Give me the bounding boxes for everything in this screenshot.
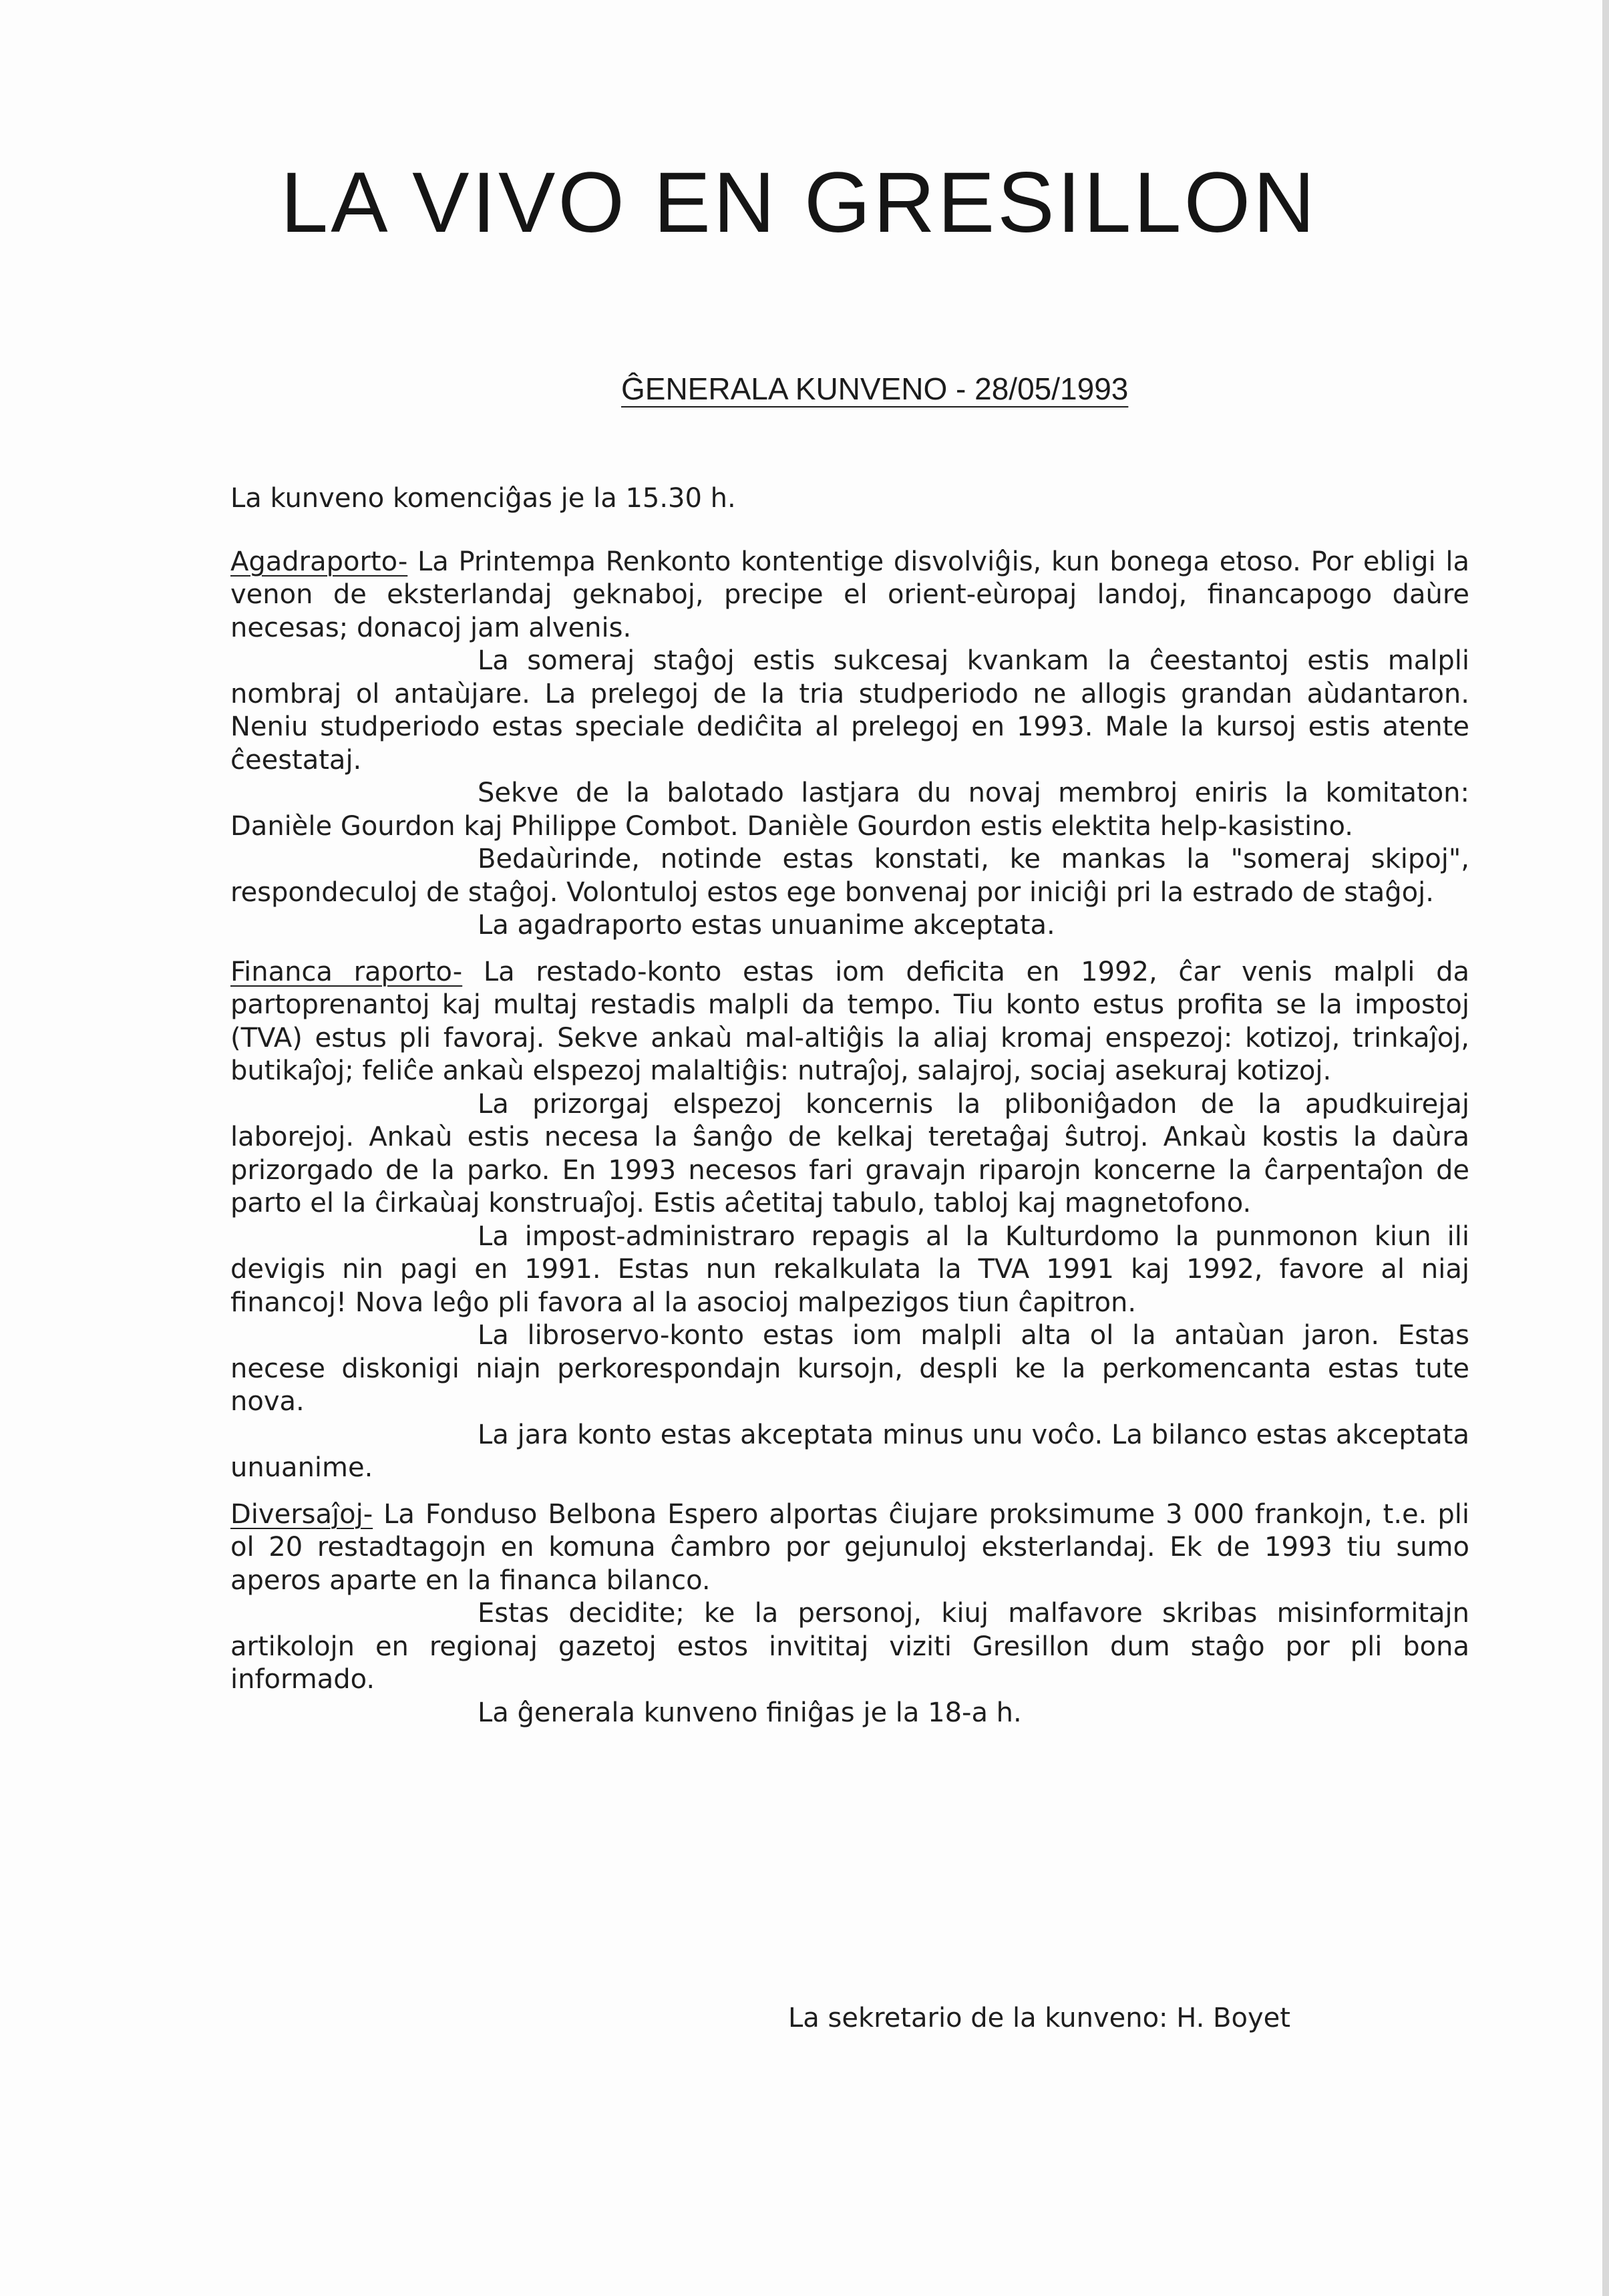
diversajoj-heading: Diversaĵoj- <box>230 1498 373 1530</box>
opening-line: La kunveno komenciĝas je la 15.30 h. <box>230 483 736 514</box>
agadraporto-heading: Agadraporto- <box>230 546 408 577</box>
agadraporto-paragraph-3: Sekve de la balotado lastjara du novaj membroj eniris la komitaton: Danièle Gourdon kaj Philippe Combot. Danièle Gourdon estis elektita help-kasistino. <box>230 778 1469 842</box>
financa-text-1: La restado-konto estas iom deficita en 1992, ĉar venis malpli da partoprenantoj kaj multaj restadis malpli da tempo. Tiu konto estus profita se la impostoj (TVA) estus pli favoraj. Sekve ankaù mal-altiĝis la aliaj kromaj enspezoj: kotizoj, trinkaĵoj, butikaĵoj; feliĉe ankaù elspezoj malaltiĝis: nutraĵoj, salajroj, sociaj asekuraj kotizoj. <box>230 956 1469 1086</box>
agadraporto-paragraph-1 <box>230 546 1469 645</box>
financa-paragraph-2: La prizorgaj elspezoj koncernis la pliboniĝadon de la apudkuirejaj laborejoj. Ankaù estis necesa la ŝanĝo de kelkaj teretaĝaj ŝutroj. Ankaù kostis la daùra prizorgado de la parko. En 1993 necesos fari gravajn riparojn koncerne la ĉarpentaĵon de parto el la ĉirkaùaj konstruaĵoj. Estis aĉetitaj tabulo, tabloj kaj magnetofono. <box>230 1088 1469 1218</box>
secretary-signature-line: La sekretario de la kunveno: H. Boyet <box>788 2003 1290 2033</box>
minutes-body <box>230 482 1469 1730</box>
diversajoj-text-1: La Fonduso Belbona Espero alportas ĉiujare proksimume 3 000 frankojn, t.e. pli ol 20 restadtagojn en komuna ĉambro por gejunuloj eksterlandaj. Ek de 1993 tiu sumo aperos aparte en la financa bilanco. <box>230 1498 1469 1596</box>
agadraporto-paragraph-4: Bedaùrinde, notinde estas konstati, ke mankas la "someraj skipoj", respondeculoj de staĝoj. Volontuloj estos ege bonvenaj por iniciĝi pri la estrado de staĝoj. <box>230 844 1469 908</box>
financa-paragraph-3: La impost-administraro repagis al la Kulturdomo la punmonon kiun ili devigis nin pagi en 1991. Estas nun rekalkulata la TVA 1991 kaj 1992, favore al niaj financoj! Nova leĝo pli favora al la asocioj malpezigos tiun ĉapitron. <box>230 1220 1469 1318</box>
diversajoj-paragraph-2: Estas decidite; ke la personoj, kiuj malfavore skribas misinformitajn artikolojn en regionaj gazetoj estos invititaj viziti Gresillon dum staĝo por pli bona informado. <box>230 1598 1469 1695</box>
agadraporto-paragraph-2: La someraj staĝoj estis sukcesaj kvankam la ĉeestantoj estis malpli nombraj ol antaùjare. La prelegoj de la tria studperiodo ne allogis grandan aùdantaron. Neniu studperiodo estas speciale dediĉita al prelegoj en 1993. Male la kursoj estis atente ĉeestataj. <box>230 645 1469 776</box>
diversajoj-paragraph-1 <box>230 1498 1469 1598</box>
agadraporto-text-1: La Printempa Renkonto kontentige disvolviĝis, kun bonega etoso. Por ebligi la venon de eksterlandaj geknaboj, precipe el orient-eùropaj landoj, financapogo daùre necesas; donacoj jam alvenis. <box>230 546 1469 643</box>
financa-paragraph-5: La jara konto estas akceptata minus unu voĉo. La bilanco estas akceptata unuanime. <box>230 1419 1469 1483</box>
meeting-subtitle: ĜENERALA KUNVENO - 28/05/1993 <box>621 371 1129 406</box>
financa-paragraph-4: La libroservo-konto estas iom malpli alta ol la antaùan jaron. Estas necese diskonigi niajn perkorespondajn kursojn, despli ke la perkomencanta estas tute nova. <box>230 1320 1469 1417</box>
financa-heading: Financa raporto- <box>230 956 463 987</box>
financa-paragraph-1 <box>230 956 1469 1088</box>
agadraporto-paragraph-5: La agadraporto estas unuanime akceptata. <box>478 910 1055 941</box>
diversajoj-paragraph-3: La ĝenerala kunveno finiĝas je la 18-a h. <box>478 1697 1022 1728</box>
scan-edge-shadow <box>1602 0 1609 2296</box>
document-title: LA VIVO EN GRESILLON <box>281 155 1318 251</box>
